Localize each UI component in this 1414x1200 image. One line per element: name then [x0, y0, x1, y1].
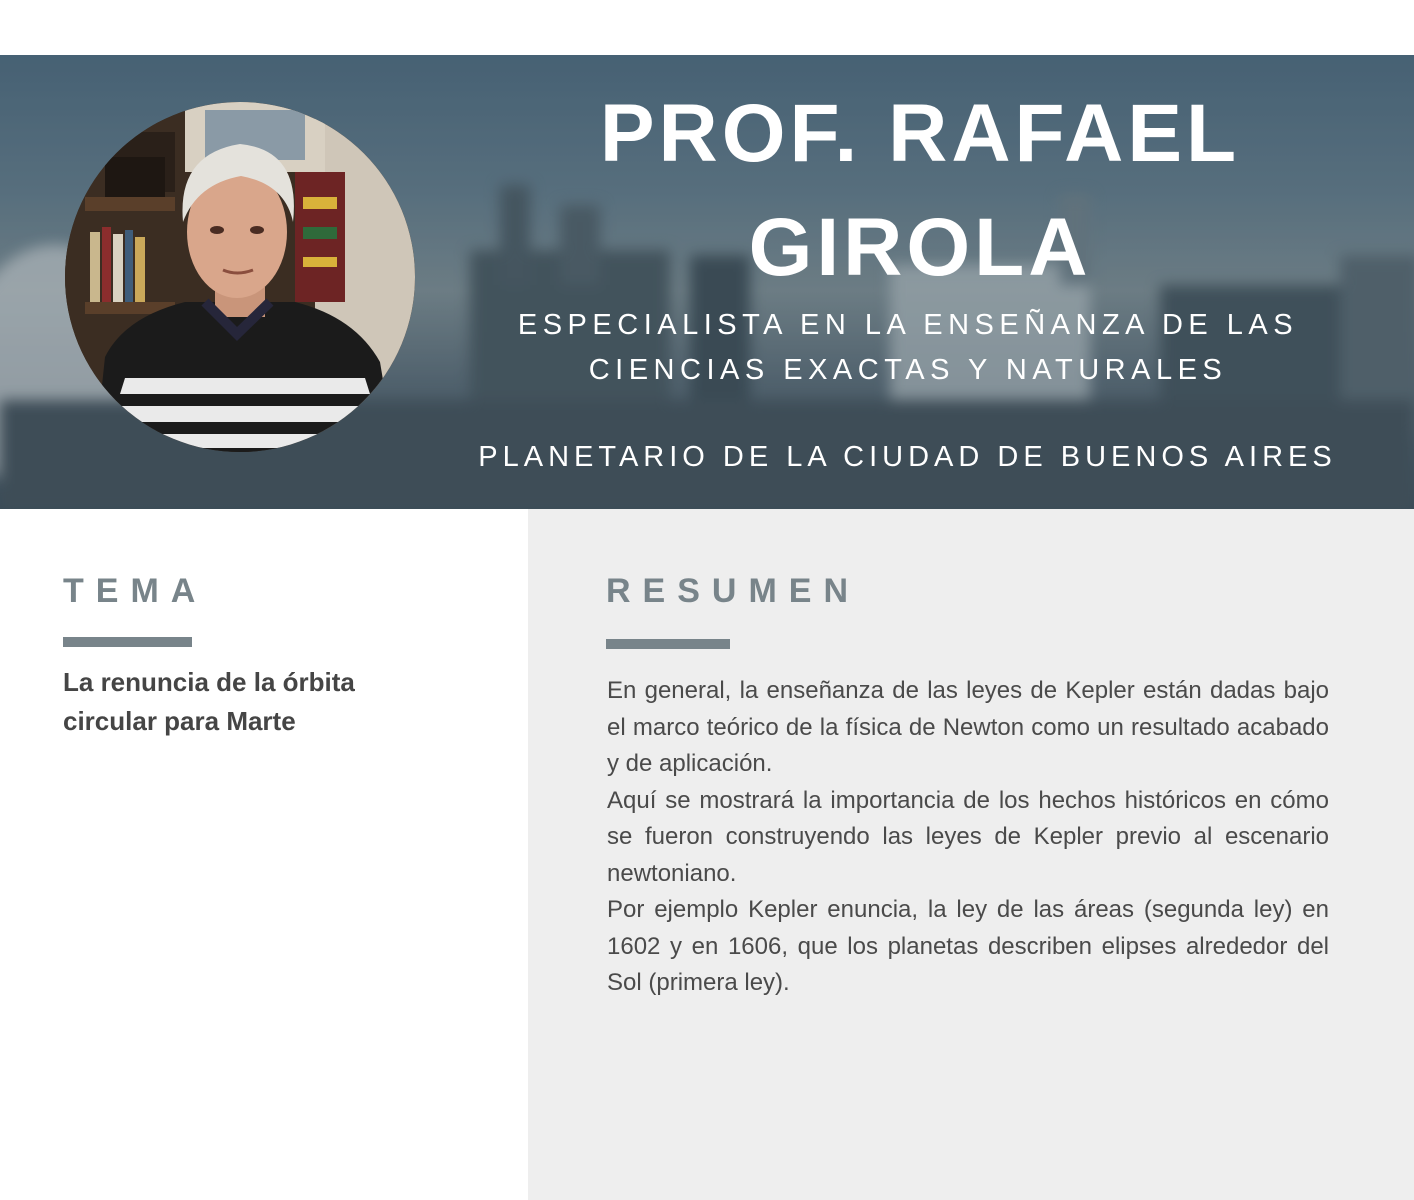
resumen-heading: RESUMEN [606, 572, 861, 610]
resumen-paragraph: En general, la enseñanza de las leyes de Kepler están dadas bajo el marco teórico de la física de Newton como un resultado acabado y de aplicación. [607, 677, 1329, 777]
speaker-institution: PLANETARIO DE LA CIUDAD DE BUENOS AIRES [478, 441, 1337, 473]
resumen-body [607, 673, 1329, 1002]
tema-heading: TEMA [63, 572, 208, 610]
speaker-name-line1: PROF. RAFAEL [599, 88, 1241, 179]
tema-topic: La renuncia de la órbita circular para Marte [63, 667, 355, 736]
speaker-name [470, 77, 1370, 305]
resumen-divider [606, 639, 730, 649]
tema-divider [63, 637, 192, 647]
speaker-portrait [65, 102, 415, 452]
resumen-paragraph: Por ejemplo Kepler enuncia, la ley de las áreas (segunda ley) en 1602 y en 1606, que los planetas describen elipses alrededor del Sol (primera ley). [607, 896, 1329, 996]
speaker-name-line2: GIROLA [748, 202, 1092, 293]
header-banner [0, 55, 1414, 509]
speaker-specialty: ESPECIALISTA EN LA ENSEÑANZA DE LAS CIENCIAS EXACTAS Y NATURALES [517, 309, 1299, 386]
resumen-paragraph: Aquí se mostrará la importancia de los hechos históricos en cómo se fueron construyendo las leyes de Kepler previo al escenario newtoniano. [607, 786, 1329, 887]
